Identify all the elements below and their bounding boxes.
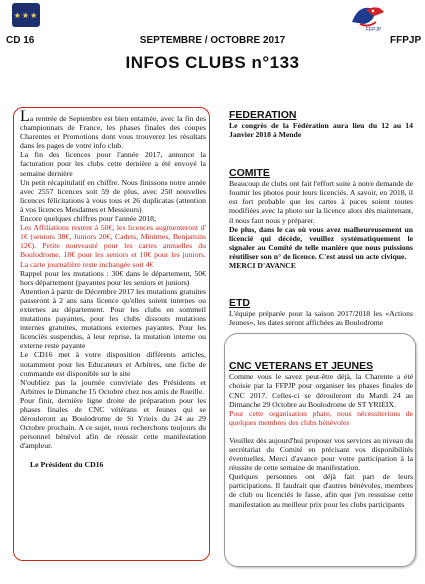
intro-paragraph: La rentrée de Septembre est bien entamée, avec la fin des championnats de France, les phases finales des coupes Charentes et Promotions dont vous trouverez les résultats dans les pages de votre info club. — [20, 108, 206, 151]
figures-2018-paragraph: Encore quelques chiffres pour l'année 2018, — [20, 214, 156, 224]
federation-text: Le congrès de la Fédération aura lieu du 12 au 14 Janvier 2018 à Mende — [229, 121, 413, 140]
ffpjp-rooster-logo — [344, 2, 390, 32]
cnc-participants-paragraph: Quelques personnes ont déjà fait part de leurs participations. Il faudrait que d'autres bénévoles, membres de club ou licenciés le fasse, afin que j'en ressuisse cette manifestation au meilleur prix pour les clubs participants — [229, 472, 413, 509]
cnc-text: Comme vous le savez peut-être déjà, la Charente a été choisie par la FFPJP pour organiser les phases finales de CNC 2017. Celles-ci se dérouleront du Mardi 24 au Dimanche 29 Octobre au Boulodrome de ST YRIEIX. — [229, 372, 413, 409]
articles-paragraph: Le CD16 met à votre disposition différents articles, notamment pour les Educateurs et Arbitres, une fiche de commande est disponible sur le site — [20, 350, 206, 378]
licence-end-paragraph: La fin des licences pour l'année 2017, annonce la facturation pour les clubs cette dernière a été envoyé la semaine dernière — [20, 150, 206, 178]
cnc-preparation-paragraph: Pour finir, dernière ligne droite de préparation pour les phases finales de CNC vétérans et Jeunes qui se dérouleront au Boulodrome de St Yrieix du 24 au 29 Octobre prochain. A ce sujet, nous recherchons toujours du personnel bénévol afin de réussir cette manifestation d'ampleur. — [20, 395, 206, 451]
page-title: INFOS CLUBS n°133 — [125, 53, 300, 72]
mutation-warning-paragraph: Attention à partir de Décembre 2017 les mutations gratuites passeront à 2 ans sans licence qu'elles soient internes ou externes au département. Pour les clubs en sommeil mutations payantes, pour les clubs dissouts mutations internes gratuites, mutations externes payantes. Pour les licenciés suspendus, à leur reprise, la mutation interne ou externe reste payante — [20, 286, 206, 351]
mutation-reminder-paragraph: Rappel pour les mutations : 30€ dans le département, 50€ hors département (payantes pour les seniors et juniors) — [20, 268, 206, 287]
etd-heading: ETD — [229, 297, 250, 310]
comite-heading: COMITE — [229, 167, 270, 180]
cnc-services-paragraph: Veuillez dès aujourd'hui proposer vos services au niveau du secrétariat du Comité en précisant vos disponibilités éventuelles. Merci d'avance pour votre participation à la réussite de cette semaine de manifestation. — [229, 435, 413, 473]
cnc-heading: CNC VETERANS ET JEUNES — [229, 360, 374, 373]
drop-cap: L — [20, 108, 30, 125]
news-column — [229, 109, 413, 509]
cd16-logo — [12, 3, 40, 27]
date-label: SEPTEMBRE / OCTOBRE 2017 — [139, 35, 286, 46]
comite-text: Beaucoup de clubs ont fait l'effort suite à notre demande de fournir les photos pour leurs licenciés. A savoir, en 2018, il est fort probable que les cartes à puces soient toutes modifiées avec la photo sur la licence alors dès maintenant, il nous faut nous y préparer. — [229, 179, 413, 225]
editorial-column — [20, 108, 206, 470]
comite-warning: De plus, dans le cas où vous avez malheureusement un licencié qui décède, veuillez systématiquement le signaler au Comité de telle manière que nous puissions réutiliser son n° de licence. C'est aussi un acte civique. — [229, 224, 413, 261]
logo-text: FFPJP — [366, 27, 382, 32]
logo-stars-icon: ★★★ — [13, 10, 39, 20]
stats-paragraph: Un petit récapitulatif en chiffre. Nous finissons notre année avec 2557 licences soit 59 de plus, avec 250 nouvelles licences félicitations à vous tous et 26 duplicatas (attention à vos licences Mesdames et Messieurs) — [20, 177, 206, 214]
issue-label: CD 16 — [6, 35, 35, 46]
cnc-volunteer-request: Pour cette organisation phare, nous nécessiterions de quelques membres des clubs bénévoles — [229, 408, 413, 427]
federation-heading: FEDERATION — [229, 109, 297, 121]
presidents-day-paragraph: N'oubliez pas la journée conviviale des Présidents et Arbitres le Dimanche 15 Octobre chez nos amis de Rueille. — [20, 377, 206, 396]
org-label: FFPJP — [390, 35, 422, 46]
etd-text: L'équipe préparée pour la saison 2017/2018 les «Actions Jeunes», les dates seront affichées au Boulodrome — [229, 309, 413, 328]
prices-paragraph: Les Affiliations restent à 50€, les licences augmenteront d' 1€ (seniors 38€, Juniors 20€, Cadets, Minimes, Benjamins 12€). Petite nouveauté pour les cartes annuelles du Boulodrome, 18€ pour les seniors et 10€ pour les juniors. La carte journalière reste inchangée soit 4€ — [20, 223, 206, 269]
signature: Le Président du CD16 — [30, 460, 104, 470]
comite-thanks: MERCI D'AVANCE — [229, 261, 296, 271]
